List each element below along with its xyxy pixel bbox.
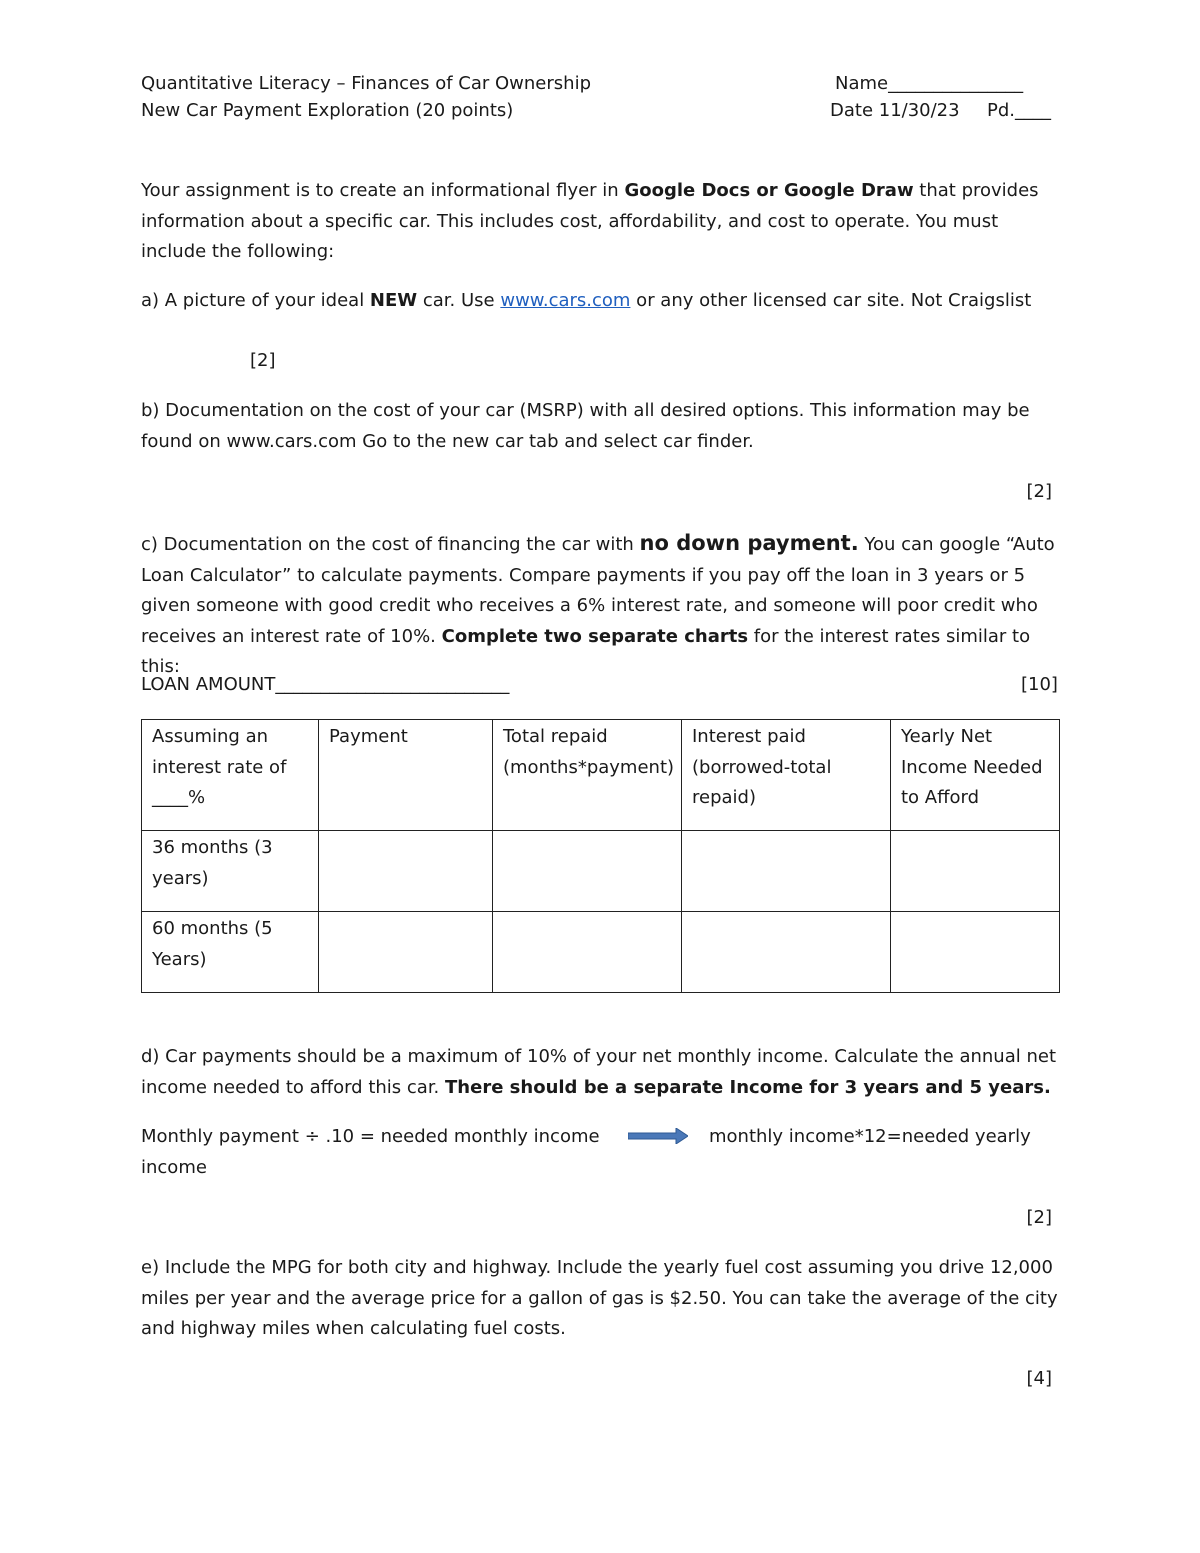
section-c-points: [10]	[1021, 674, 1058, 695]
intro-paragraph	[141, 176, 1066, 268]
table-cell: 60 months (5 Years)	[142, 912, 319, 993]
section-c-big: no down payment.	[639, 531, 859, 555]
table-cell[interactable]	[319, 912, 493, 993]
right-arrow-icon	[628, 1128, 688, 1144]
section-c-text-1: c) Documentation on the cost of financing the car with	[141, 534, 640, 555]
formula-left: Monthly payment ÷ .10 = needed monthly income	[141, 1126, 600, 1147]
section-d-points: [2]	[1026, 1207, 1052, 1228]
section-c-text-2: You can google “Auto Loan Calculator” to calculate payments. Compare payments if you pay off the loan in 3 years or 5 given someone with good credit who receives a 6% interest rate, and someone will poor credit who receives an interest rate of 10%.	[141, 534, 1055, 647]
section-d-bold: There should be a separate Income for 3 years and 5 years.	[445, 1076, 1051, 1098]
table-cell[interactable]	[319, 831, 493, 912]
formula-right: monthly income*12=needed yearly	[709, 1126, 1031, 1147]
table-cell[interactable]	[493, 912, 682, 993]
section-c-paragraph	[141, 528, 1066, 683]
table-header-cell: Payment	[319, 720, 493, 831]
table-cell: 36 months (3 years)	[142, 831, 319, 912]
section-b-points: [2]	[1026, 481, 1052, 502]
table-cell[interactable]	[682, 831, 891, 912]
cars-com-link[interactable]: www.cars.com	[500, 290, 631, 311]
intro-bold: Google Docs or Google Draw	[624, 180, 914, 201]
formula-wrap: income	[141, 1157, 207, 1178]
section-d-paragraph	[141, 1042, 1066, 1103]
table-cell[interactable]	[682, 912, 891, 993]
section-e-points: [4]	[1026, 1368, 1052, 1389]
section-c-bold: Complete two separate charts	[441, 625, 749, 647]
loan-amount-field: LOAN AMOUNT__________________________	[141, 674, 510, 695]
section-e-paragraph: e) Include the MPG for both city and highway. Include the yearly fuel cost assuming you drive 12,000 miles per year and the average price for a gallon of gas is $2.50. You can take the average of the city and highway miles when calculating fuel costs.	[141, 1257, 1058, 1339]
assignment-title: New Car Payment Exploration (20 points)	[141, 100, 514, 121]
section-a-bold: NEW	[369, 290, 418, 311]
section-a-paragraph	[141, 286, 1066, 317]
table-header-cell: Yearly Net Income Needed to Afford	[891, 720, 1060, 831]
section-b-paragraph: b) Documentation on the cost of your car (MSRP) with all desired options. This information may be found on www.cars.com Go to the new car tab and select car finder.	[141, 400, 1030, 452]
section-c-text-3: for the interest rates similar to this:	[141, 625, 1031, 677]
table-row	[142, 912, 1060, 993]
table-cell[interactable]	[891, 831, 1060, 912]
table-header-cell: Interest paid (borrowed-total repaid)	[682, 720, 891, 831]
name-field: Name_______________	[835, 73, 1024, 94]
intro-text-1: Your assignment is to create an informational flyer in	[141, 180, 625, 201]
loan-table	[141, 719, 1060, 993]
section-a-text-1: a) A picture of your ideal	[141, 290, 370, 311]
table-cell[interactable]	[891, 912, 1060, 993]
section-a-text-2: car. Use	[417, 290, 501, 311]
period-field: Pd.____	[987, 100, 1052, 121]
table-header-row	[142, 720, 1060, 831]
date-label: Date 11/30/23	[830, 100, 960, 121]
section-a-text-3: or any other licensed car site. Not Craigslist	[630, 290, 1032, 311]
table-cell[interactable]	[493, 831, 682, 912]
course-title: Quantitative Literacy – Finances of Car Ownership	[141, 73, 591, 94]
table-header-cell: Total repaid (months*payment)	[493, 720, 682, 831]
section-d-text-1: d) Car payments should be a maximum of 10% of your net monthly income. Calculate the annual net income needed to afford this car.	[141, 1046, 1057, 1098]
table-header-cell: Assuming an interest rate of ____%	[142, 720, 319, 831]
intro-text-2: that provides information about a specific car. This includes cost, affordability, and cost to operate. You must include the following:	[141, 180, 1039, 262]
table-row	[142, 831, 1060, 912]
section-a-points: [2]	[250, 350, 276, 371]
